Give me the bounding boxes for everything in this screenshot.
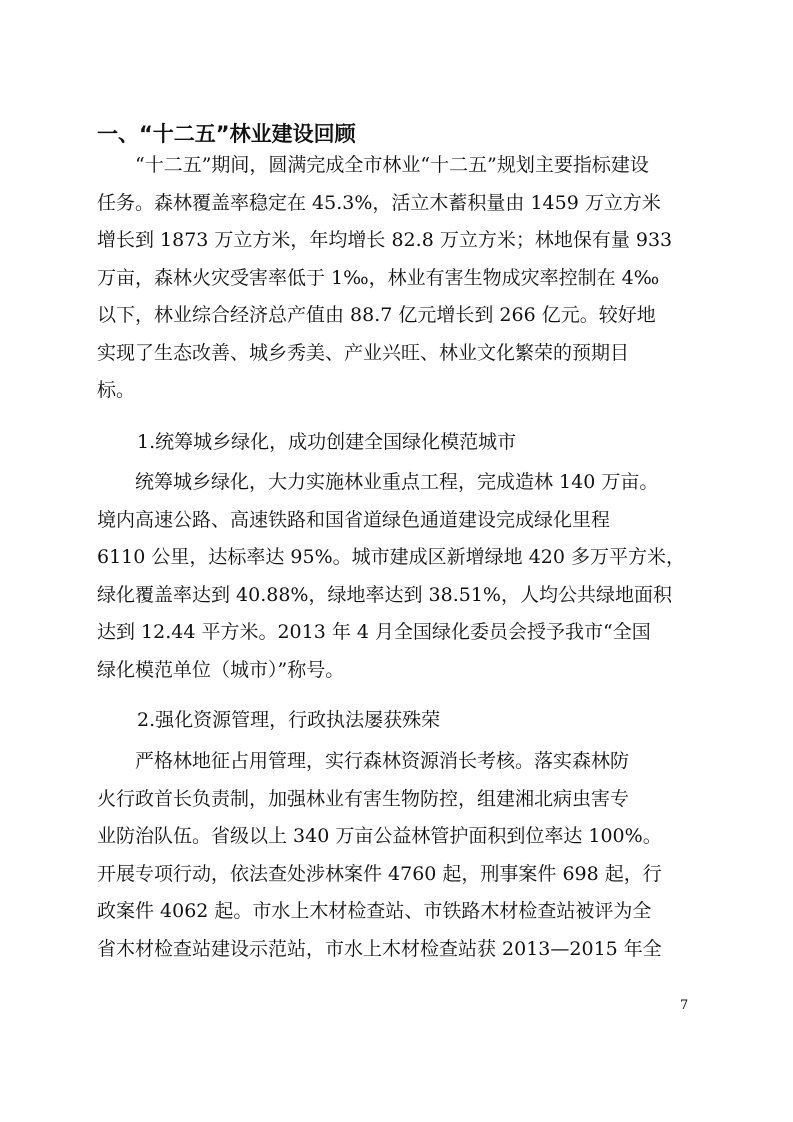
paragraph-line: 开展专项行动，依法查处涉林案件 4760 起，刑事案件 698 起，行 [97, 862, 662, 885]
section-heading: 一、“十二五”林业建设回顾 [97, 122, 356, 146]
paragraph-line: 万亩，森林火灾受害率低于 1‰，林业有害生物成灾率控制在 4‰ [97, 266, 660, 289]
paragraph-line: 政案件 4062 起。市水上木材检查站、市铁路木材检查站被评为全 [97, 900, 652, 922]
paragraph-line: 省木材检查站建设示范站，市水上木材检查站获 2013—2015 年全 [97, 937, 662, 960]
paragraph-line: 增长到 1873 万立方米，年均增长 82.8 万立方米；林地保有量 933 [97, 229, 673, 251]
paragraph-line: 以下，林业综合经济总产值由 88.7 亿元增长到 266 亿元。较好地 [97, 304, 656, 326]
paragraph-line: 严格林地征占用管理，实行森林资源消长考核。落实森林防 [135, 750, 630, 772]
paragraph-line: 标。 [97, 379, 136, 401]
paragraph-line: 统筹城乡绿化，大力实施林业重点工程，完成造林 140 万亩。 [135, 471, 659, 493]
paragraph-line: 达到 12.44 平方米。2013 年 4 月全国绿化委员会授予我市“全国 [97, 621, 651, 643]
intro-paragraph [97, 147, 697, 410]
paragraph-line: 火行政首长负责制，加强林业有害生物防控，组建湘北病虫害专 [97, 787, 630, 810]
paragraph-line: 任务。森林覆盖率稳定在 45.3%，活立木蓄积量由 1459 万立方米 [97, 191, 661, 214]
paragraph-line: 绿化覆盖率达到 40.88%，绿地率达到 38.51%，人均公共绿地面积 [97, 583, 672, 606]
paragraph-line: “十二五”期间，圆满完成全市林业“十二五”规划主要指标建设 [135, 154, 649, 176]
page-number: 7 [680, 998, 689, 1013]
paragraph-line: 业防治队伍。省级以上 340 万亩公益林管护面积到位率达 100%。 [97, 825, 662, 847]
paragraph-line: 实现了生态改善、城乡秀美、产业兴旺、林业文化繁荣的预期目 [97, 341, 630, 364]
subsection-title-1: 1.统筹城乡绿化，成功创建全国绿化模范城市 [137, 431, 517, 453]
paragraph-line: 境内高速公路、高速铁路和国省道绿色通道建设完成绿化里程 [97, 508, 611, 531]
subsection-1-paragraph [97, 464, 697, 689]
paragraph-line: 绿化模范单位（城市）”称号。 [97, 658, 345, 681]
paragraph-line: 6110 公里，达标率达 95%。城市建成区新增绿地 420 多万平方米， [97, 546, 686, 568]
subsection-title-2: 2.强化资源管理，行政执法屡获殊荣 [137, 709, 441, 731]
subsection-2-paragraph [97, 743, 697, 968]
